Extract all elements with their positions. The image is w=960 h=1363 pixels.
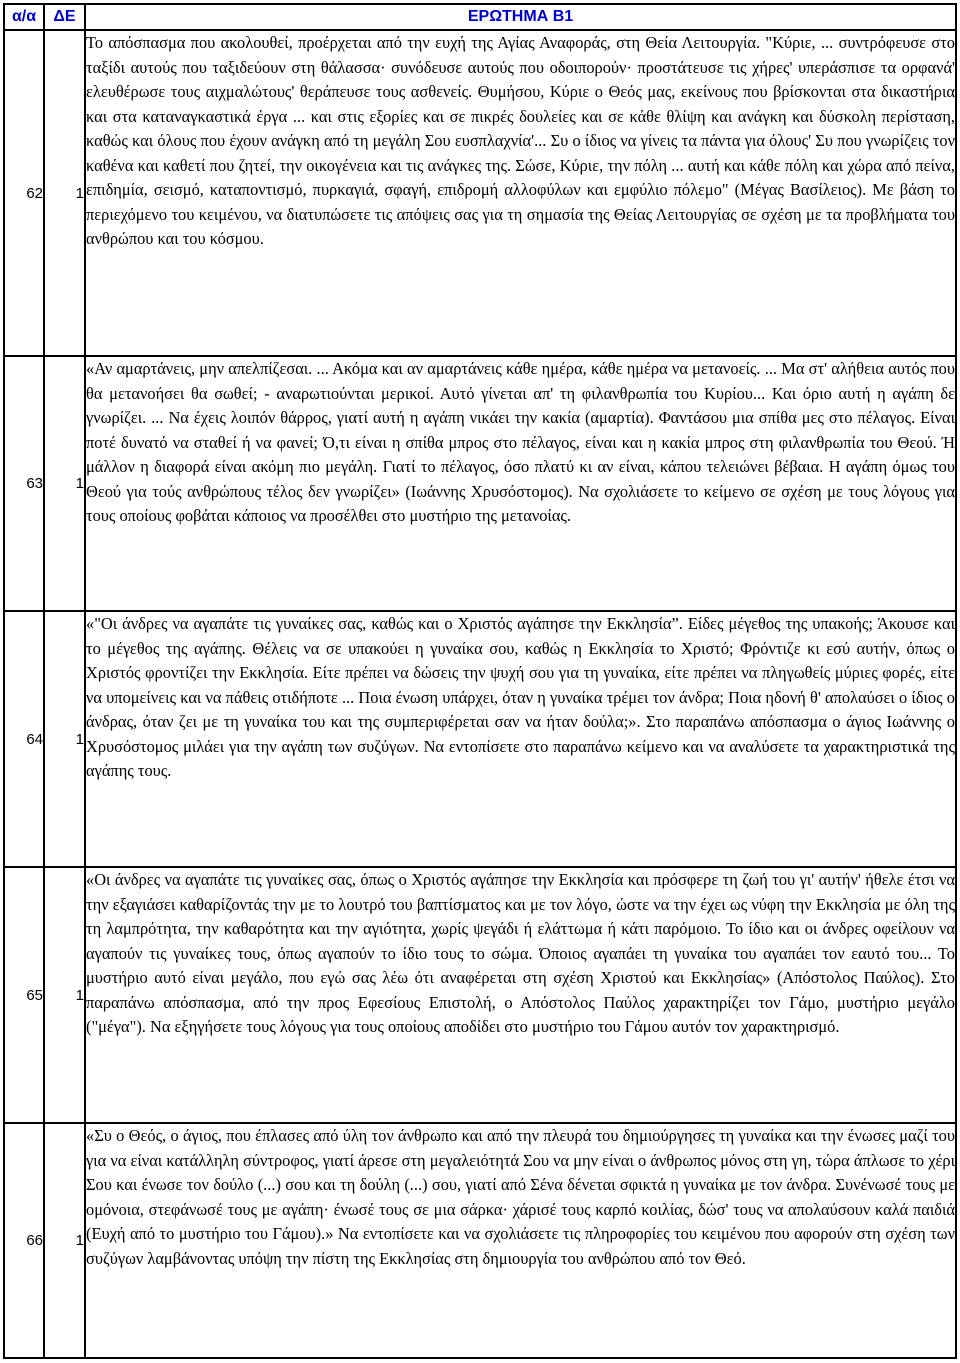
question-sheet bbox=[3, 3, 955, 1359]
question-points: 1 bbox=[44, 356, 85, 611]
question-text: «"Οι άνδρες να αγαπάτε τις γυναίκες σας, καθώς και ο Χριστός αγάπησε την Εκκλησία”. Είδες μέγεθος της υπακοής; Άκουσε και το μέγεθος της αγάπης. Θέλεις να σε υπακούει η γυναίκα σου, καθώς η Εκκλησία το Χριστό; Φρόντιζε κι εσύ αυτήν, όπως ο Χριστός φροντίζει την Εκκλησία. Είτε πρέπει να δώσεις την ψυχή σου για τη γυναίκα, είτε πρέπει να πληγωθείς μύριες φορές, είτε να υπομείνεις και να πάθεις οτιδήποτε ... Ποια ένωση υπάρχει, όταν η γυναίκα τρέμει τον άνδρα; Ποια ηδονή θ' απολαύσει ο ίδιος ο άνδρας, όταν ζει με τη γυναίκα του και της συμπεριφέρεται σαν να ήταν δούλα;». Στο παραπάνω απόσπασμα ο άγιος Ιωάννης ο Χρυσόστομος μιλάει για την αγάπη των συζύγων. Να εντοπίσετε στο παραπάνω κείμενο και να αναλύσετε τα χαρακτηριστικά της αγάπης τους. bbox=[85, 611, 956, 867]
question-row-63 bbox=[4, 356, 956, 611]
question-number: 63 bbox=[4, 356, 44, 611]
question-row-66 bbox=[4, 1123, 956, 1358]
question-row-65 bbox=[4, 867, 956, 1123]
question-points: 1 bbox=[44, 30, 85, 356]
question-row-62 bbox=[4, 30, 956, 356]
question-number: 66 bbox=[4, 1123, 44, 1358]
header-aa: α/α bbox=[4, 4, 44, 30]
question-text: Το απόσπασμα που ακολουθεί, προέρχεται από την ευχή της Αγίας Αναφοράς, στη Θεία Λειτουργία. "Κύριε, ... συντρόφευσε στο ταξίδι αυτούς που ταξιδεύουν στη θάλασσα· συνόδευσε αυτούς που οδοιπορούν· προστάτευσε τις χήρες' υπεράσπισε τα ορφανά' ελευθέρωσε τους αιχμαλώτους' θεράπευσε τους ασθενείς. Θυμήσου, Κύριε ο Θεός μας, εκείνους που βρίσκονται στα δικαστήρια και στα καταναγκαστικά έργα ... και στις εξορίες και σε πικρές δουλείες και σε κάθε θλίψη και ανάγκη και δύσκολη περίσταση, καθώς και όλους που έχουν ανάγκη από τη μεγάλη Σου ευσπλαχνία'... Συ ο ίδιος να γίνεις τα πάντα για όλους' Συ που γνωρίζεις τον καθένα και καθετί που ζητεί, την οικογένεια και τις ανάγκες της. Σώσε, Κύριε, την πόλη ... αυτή και κάθε πόλη και χώρα από πείνα, επιδημία, σεισμό, καταποντισμό, πυρκαγιά, σφαγή, επιδρομή αλλοφύλων και εμφύλιο πόλεμο" (Μέγας Βασίλειος). Με βάση το περιεχόμενο του κειμένου, να διατυπώσετε τις απόψεις σας για τη σημασία της Θείας Λειτουργίας σε σχέση με τα προβλήματα του ανθρώπου και του κόσμου. bbox=[85, 30, 956, 356]
question-text: «Οι άνδρες να αγαπάτε τις γυναίκες σας, όπως ο Χριστός αγάπησε την Εκκλησία και πρόσφερε τη ζωή του γι' αυτήν' ήθελε έτσι να την εξαγιάσει καθαρίζοντάς την με το λουτρό του βαπτίσματος και με τον λόγο, ώστε να την έχει ως νύφη την Εκκλησία με όλη της τη λαμπρότητα, την καθαρότητα και την αγιότητα, χωρίς ψεγάδι ή ελάττωμα ή κάτι παρόμοιο. Το ίδιο και οι άνδρες οφείλουν να αγαπούν τις γυναίκες τους, όπως αγαπούν το ίδιο τους το σώμα. Όποιος αγαπάει τη γυναίκα του αγαπάει τον εαυτό του... Το μυστήριο αυτό είναι μεγάλο, που εγώ σας λέω ότι αναφέρεται στη σχέση Χριστού και Εκκλησίας» (Απόστολος Παύλος). Στο παραπάνω απόσπασμα, από την προς Εφεσίους Επιστολή, ο Απόστολος Παύλος χαρακτηρίζει τον Γάμο, μυστήριο μεγάλο ("μέγα"). Να εξηγήσετε τους λόγους για τους οποίους αποδίδει στο μυστήριο του Γάμου αυτόν τον χαρακτηρισμό. bbox=[85, 867, 956, 1123]
question-points: 1 bbox=[44, 1123, 85, 1358]
header-de: ΔΕ bbox=[44, 4, 85, 30]
question-number: 64 bbox=[4, 611, 44, 867]
question-row-64 bbox=[4, 611, 956, 867]
question-points: 1 bbox=[44, 611, 85, 867]
header-question: ΕΡΩΤΗΜΑ Β1 bbox=[85, 4, 956, 30]
question-number: 65 bbox=[4, 867, 44, 1123]
header-row bbox=[4, 4, 956, 30]
question-number: 62 bbox=[4, 30, 44, 356]
question-text: «Αν αμαρτάνεις, μην απελπίζεσαι. ... Ακόμα και αν αμαρτάνεις κάθε ημέρα, κάθε ημέρα να μετανοείς. ... Μα στ' αλήθεια αυτός που θα μετανοήσει θα σωθεί; - αναρωτιούνται μερικοί. Αυτό γίνεται απ' τη φιλανθρωπία του Κυρίου... Και όριο αυτή η αγάπη δε γνωρίζει. ... Να έχεις λοιπόν θάρρος, γιατί αυτή η αγάπη νικάει την κακία (αμαρτία). Φαντάσου μια σπίθα μες στο πέλαγος. Είναι ποτέ δυνατό να σταθεί ή να φανεί; Ό,τι είναι η σπίθα μπρος στο πέλαγος, είναι και η κακία μπρος στη φιλανθρωπία του Θεού. Ή μάλλον η διαφορά είναι ακόμη πιο μεγάλη. Γιατί το πέλαγος, όσο πλατύ κι αν είναι, κάπου τελειώνει βέβαια. Η αγάπη όμως του Θεού για τούς ανθρώπους τέλος δεν γνωρίζει» (Ιωάννης Χρυσόστομος). Να σχολιάσετε το κείμενο σε σχέση με τους λόγους για τους οποίους φοβάται κάποιος να προσέλθει στο μυστήριο της μετανοίας. bbox=[85, 356, 956, 611]
question-text: «Συ ο Θεός, ο άγιος, που έπλασες από ύλη τον άνθρωπο και από την πλευρά του δημιούργησες τη γυναίκα και την ένωσες μαζί του για να είναι κατάλληλη σύντροφος, γιατί άρεσε στη μεγαλειότητά Σου να μην είναι ο άνθρωπος μόνος στη γη, τώρα άπλωσε το χέρι Σου και ένωσε τον δούλο (...) σου και τη δούλη (...) σου, γιατί από Σένα δένεται σφικτά η γυναίκα με τον άνδρα. Συνένωσέ τους με ομόνοια, στεφάνωσέ τους με αγάπη· ένωσέ τους σε μια σάρκα· χάρισέ τους καρπό κοιλίας, δώσ' τους να απολαύσουν καλά παιδιά (Ευχή από το μυστήριο του Γάμου).» Να εντοπίσετε και να σχολιάσετε τις πληροφορίες του κειμένου που αφορούν στη σχέση των συζύγων λαμβάνοντας υπόψη την πίστη της Εκκλησίας στη δημιουργία του ανθρώπου από τον Θεό. bbox=[85, 1123, 956, 1358]
question-points: 1 bbox=[44, 867, 85, 1123]
questions-table bbox=[3, 3, 957, 1359]
